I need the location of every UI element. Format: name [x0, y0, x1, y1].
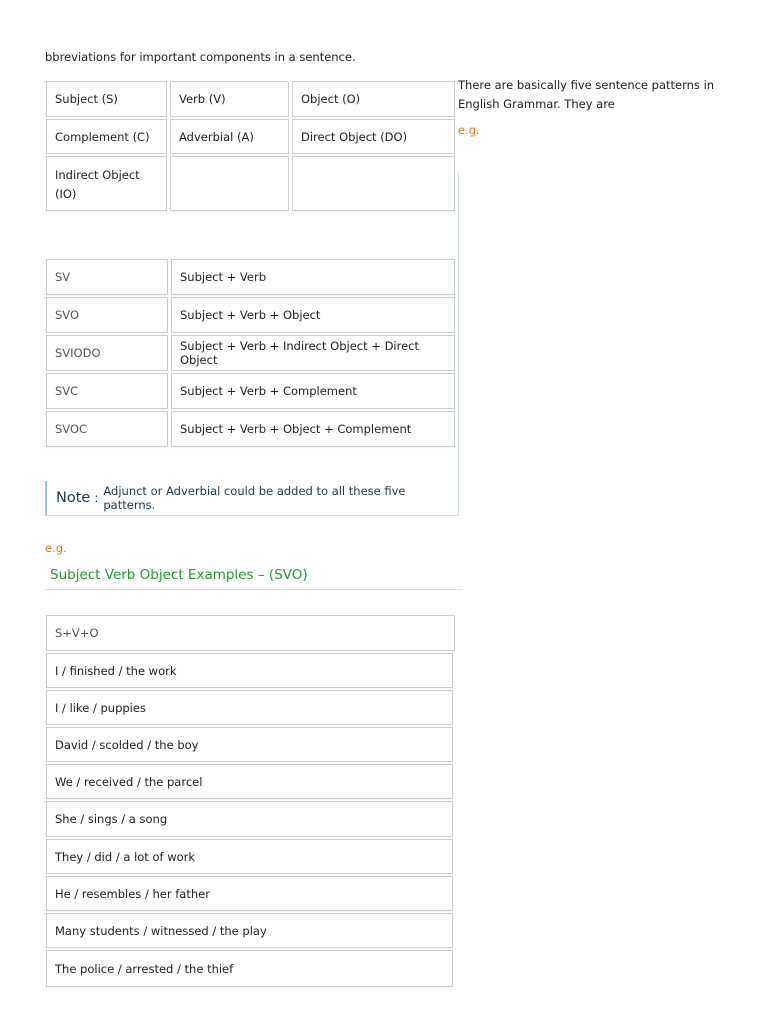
svo-example-row: I / like / puppies	[46, 690, 453, 725]
component-cell: Verb (V)	[170, 81, 289, 117]
pattern-code-cell: SVIODO	[46, 335, 168, 371]
note-text: Adjunct or Adverbial could be added to all these five patterns.	[103, 484, 406, 512]
pattern-meaning-cell: Subject + Verb + Indirect Object + Direct Object	[171, 335, 455, 371]
note-box	[45, 481, 459, 516]
svo-heading: Subject Verb Object Examples – (SVO)	[45, 567, 463, 590]
svo-example-row: I / finished / the work	[46, 653, 453, 688]
note-separator: :	[94, 491, 99, 505]
svo-example-row: Many students / witnessed / the play	[46, 913, 453, 948]
pattern-code-cell: SVO	[46, 297, 168, 333]
svo-example-row: They / did / a lot of work	[46, 839, 453, 874]
component-cell-empty	[292, 156, 455, 211]
svo-example-row: She / sings / a song	[46, 801, 453, 837]
pattern-meaning-cell: Subject + Verb + Complement	[171, 373, 455, 409]
eg-label-right: e.g.	[458, 123, 480, 137]
pattern-meaning-cell: Subject + Verb	[171, 259, 455, 295]
component-cell-empty	[170, 156, 289, 211]
component-cell: Direct Object (DO)	[292, 119, 455, 154]
component-cell: Object (O)	[292, 81, 455, 117]
component-cell: Subject (S)	[46, 81, 167, 117]
component-cell: Indirect Object (IO)	[46, 156, 167, 211]
svo-example-row: He / resembles / her father	[46, 876, 453, 911]
component-cell: Adverbial (A)	[170, 119, 289, 154]
patterns-intro-text: There are basically five sentence patterns in English Grammar. They are	[458, 78, 715, 111]
svo-example-row: David / scolded / the boy	[46, 727, 453, 762]
column-divider	[458, 173, 459, 516]
svo-example-row: We / received / the parcel	[46, 764, 453, 799]
pattern-meaning-cell: Subject + Verb + Object	[171, 297, 455, 333]
component-cell: Complement (C)	[46, 119, 167, 154]
note-label: Note	[56, 490, 91, 506]
eg-label-left: e.g.	[45, 541, 67, 555]
pattern-code-cell: SVC	[46, 373, 168, 409]
svo-header-cell: S+V+O	[46, 615, 455, 651]
pattern-code-cell: SVOC	[46, 411, 168, 447]
pattern-code-cell: SV	[46, 259, 168, 295]
svo-example-row: The police / arrested / the thief	[46, 950, 453, 987]
pattern-meaning-cell: Subject + Verb + Object + Complement	[171, 411, 455, 447]
intro-text: bbreviations for important components in a sentence.	[45, 50, 356, 64]
